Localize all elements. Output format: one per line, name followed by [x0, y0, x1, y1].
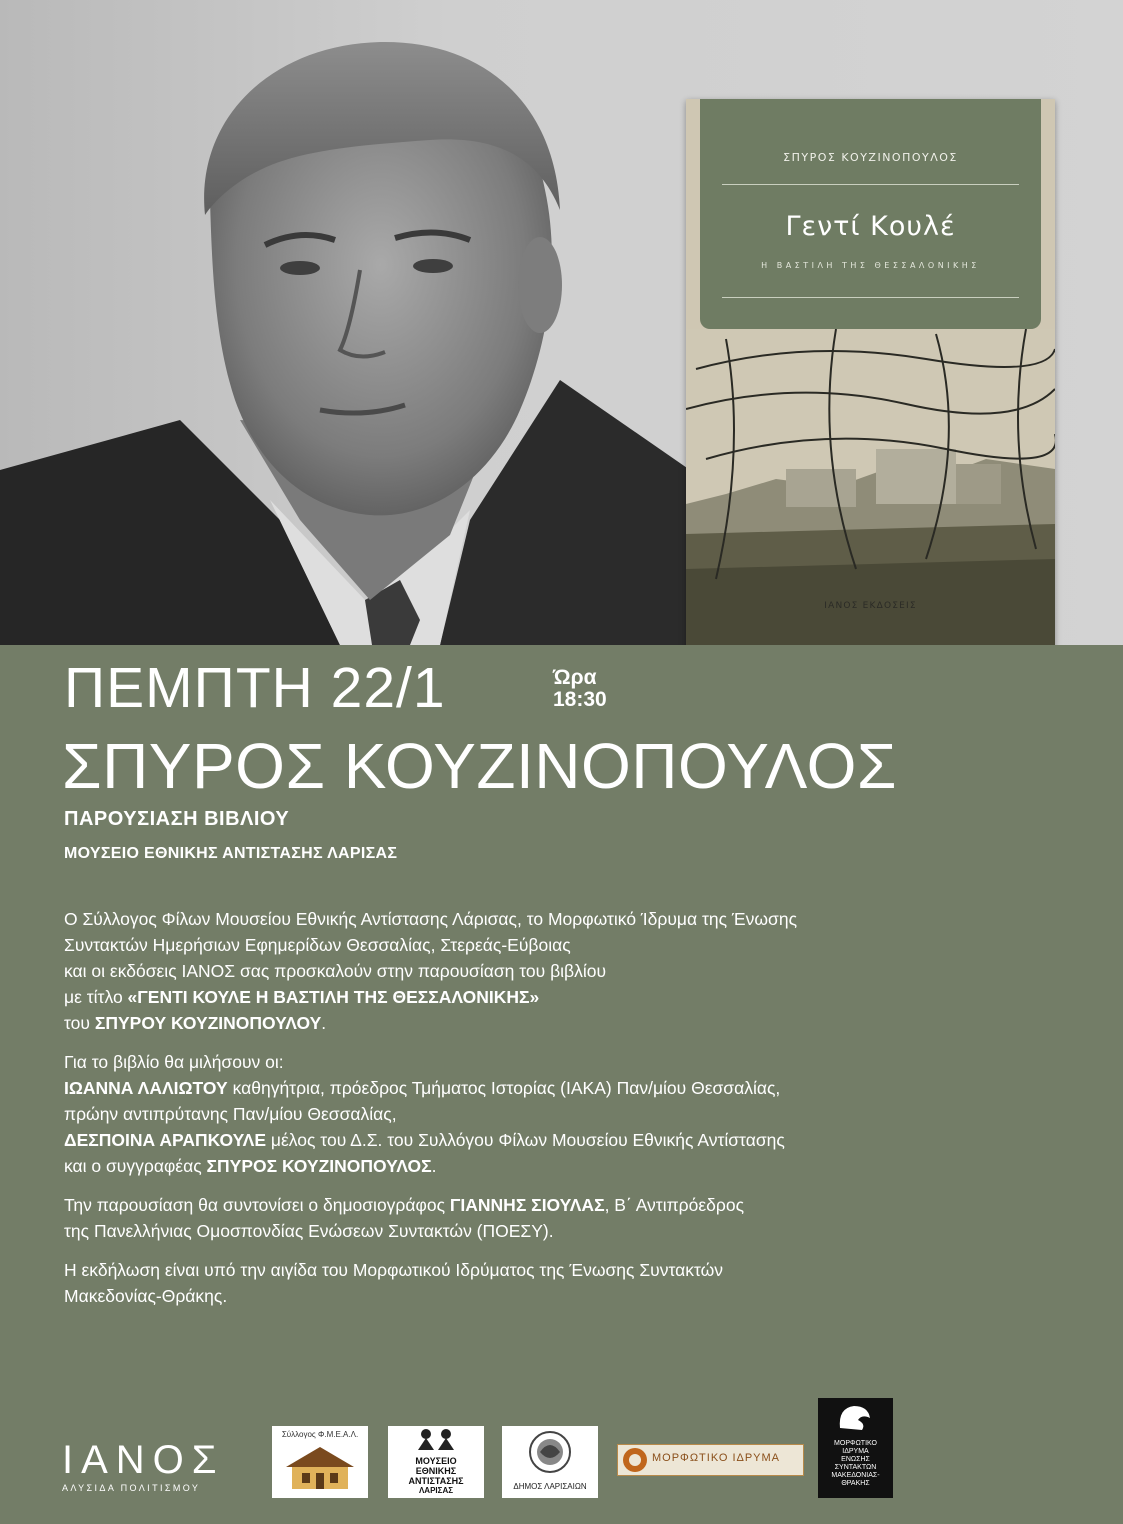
lion-icon [818, 1398, 893, 1436]
esemth-label-3: ΕΝΩΣΗΣ [841, 1456, 870, 1463]
dimos-logo [502, 1426, 598, 1498]
speaker-2-desc: μέλος του Δ.Σ. του Συλλόγου Φίλων Μουσείου Εθνικής Αντίστασης [266, 1130, 785, 1150]
esemth-label-1: ΜΟΡΦΩΤΙΚΟ [834, 1440, 877, 1447]
esemth-label-4: ΣΥΝΤΑΚΤΩΝ [834, 1464, 877, 1471]
photo-area [0, 0, 1123, 645]
text-line: Συντακτών Ημερήσιων Εφημερίδων Θεσσαλίας, Στερεάς-Εύβοιας [64, 935, 571, 955]
book-title: Γεντί Κουλέ [785, 211, 956, 242]
esemth-logo [818, 1398, 893, 1498]
idryma-label: ΜΟΡΦΩΤΙΚΟ ΙΔΡΥΜΑ [652, 1452, 781, 1464]
museum-logo [388, 1426, 484, 1498]
paragraph-auspices [64, 1257, 1064, 1309]
paragraph-intro [64, 906, 1064, 1036]
book-author: ΣΠΥΡΟΣ ΚΟΥΖΙΝΟΠΟΥΛΟΣ [783, 151, 958, 164]
text-fragment: . [321, 1013, 327, 1033]
book-cover-panel [700, 99, 1041, 329]
text-fragment: , Β΄ Αντιπρόεδρος [604, 1195, 745, 1215]
speaker-3-name: ΣΠΥΡΟΣ ΚΟΥΖΙΝΟΠΟΥΛΟΣ [206, 1156, 432, 1176]
text-line [64, 984, 1064, 1010]
text-fragment: και ο συγγραφέας [64, 1156, 207, 1176]
author-portrait [0, 0, 690, 645]
text-line [64, 1153, 1064, 1179]
syllogos-logo [272, 1426, 368, 1498]
ianos-wordmark: ΙΑΝΟΣ [62, 1438, 225, 1482]
time-value: 18:30 [553, 688, 607, 712]
event-venue: ΜΟΥΣΕΙΟ ΕΘΝΙΚΗΣ ΑΝΤΙΣΤΑΣΗΣ ΛΑΡΙΣΑΣ [64, 845, 398, 862]
text-line: Η εκδήλωση είναι υπό την αιγίδα του Μορφωτικού Ιδρύματος της Ένωσης Συντακτών [64, 1260, 724, 1280]
idryma-logo [617, 1444, 804, 1476]
text-fragment: . [431, 1156, 437, 1176]
event-time [553, 667, 607, 711]
time-label: Ώρα [553, 666, 597, 689]
esemth-label-5: ΜΑΚΕΔΟΝΙΑΣ- [831, 1472, 880, 1479]
text-line [64, 1192, 1064, 1218]
moderator-name: ΓΙΑΝΝΗΣ ΣΙΟΥΛΑΣ [449, 1195, 605, 1215]
invitation-text [64, 906, 1064, 1322]
text-line [64, 1127, 1064, 1153]
event-date: ΠΕΜΠΤΗ 22/1 [64, 656, 446, 720]
text-fragment: του [64, 1013, 95, 1033]
author-name-text: ΣΠΥΡΟΥ ΚΟΥΖΙΝΟΠΟΥΛΟΥ [94, 1013, 322, 1033]
text-line: Για το βιβλίο θα μιλήσουν οι: [64, 1052, 284, 1072]
text-line [64, 1075, 1064, 1101]
paragraph-speakers [64, 1049, 1064, 1179]
speaker-1-desc: καθηγήτρια, πρόεδρος Τμήματος Ιστορίας (ΙΑΚΑ) Παν/μίου Θεσσαλίας, [227, 1078, 781, 1098]
ianos-tagline: ΑΛΥΣΙΔΑ ΠΟΛΙΤΙΣΜΟΥ [62, 1483, 201, 1493]
paragraph-moderator [64, 1192, 1064, 1244]
museum-label-1: ΜΟΥΣΕΙΟ [415, 1456, 457, 1466]
museum-label-4: ΛΑΡΙΣΑΣ [418, 1486, 454, 1495]
text-line: και οι εκδόσεις ΙΑΝΟΣ σας προσκαλούν στην παρουσίαση του βιβλίου [64, 961, 607, 981]
museum-label-3: ΑΝΤΙΣΤΑΣΗΣ [408, 1476, 464, 1486]
house-icon [272, 1439, 368, 1495]
syllogos-label: Σύλλογος Φ.Μ.Ε.Α.Λ. [281, 1430, 359, 1439]
esemth-label-2: ΙΔΡΥΜΑ [842, 1448, 869, 1455]
speaker-1-name: ΙΩΑΝΝΑ ΛΑΛΙΩΤΟΥ [64, 1078, 228, 1098]
text-line: της Πανελλήνιας Ομοσπονδίας Ενώσεων Συντακτών (ΠΟΕΣΥ). [64, 1221, 554, 1241]
emblem-icon [502, 1426, 598, 1478]
text-fragment: Την παρουσίαση θα συντονίσει ο δημοσιογράφος [64, 1195, 450, 1215]
book-publisher: ΙΑΝΟΣ ΕΚΔΟΣΕΙΣ [824, 601, 917, 611]
event-type: ΠΑΡΟΥΣΙΑΣΗ ΒΙΒΛΙΟΥ [64, 808, 290, 830]
dimos-label: ΔΗΜΟΣ ΛΑΡΙΣΑΙΩΝ [513, 1482, 587, 1491]
speaker-name: ΣΠΥΡΟΣ ΚΟΥΖΙΝΟΠΟΥΛΟΣ [62, 730, 897, 802]
text-line: Ο Σύλλογος Φίλων Μουσείου Εθνικής Αντίστασης Λάρισας, το Μορφωτικό Ίδρυμα της Ένωσης [64, 909, 798, 929]
text-line: Μακεδονίας-Θράκης. [64, 1286, 228, 1306]
speaker-2-name: ΔΕΣΠΟΙΝΑ ΑΡΑΠΚΟΥΛΕ [64, 1130, 267, 1150]
book-subtitle: Η ΒΑΣΤΙΛΗ ΤΗΣ ΘΕΣΣΑΛΟΝΙΚΗΣ [761, 261, 980, 270]
divider [722, 297, 1019, 298]
text-line [64, 1010, 1064, 1036]
esemth-label-6: ΘΡΑΚΗΣ [841, 1480, 870, 1487]
text-fragment: με τίτλο [64, 987, 128, 1007]
book-cover [686, 99, 1055, 645]
text-line: πρώην αντιπρύτανης Παν/μίου Θεσσαλίας, [64, 1104, 397, 1124]
divider [722, 184, 1019, 185]
museum-label-2: ΕΘΝΙΚΗΣ [415, 1466, 457, 1476]
idryma-emblem-icon [620, 1445, 650, 1475]
ianos-logo [62, 1440, 242, 1496]
book-title-text: «ΓΕΝΤΙ ΚΟΥΛΕ Η ΒΑΣΤΙΛΗ ΤΗΣ ΘΕΣΣΑΛΟΝΙΚΗΣ» [127, 987, 540, 1007]
figures-icon [388, 1426, 484, 1452]
book-cover-image [686, 329, 1055, 645]
